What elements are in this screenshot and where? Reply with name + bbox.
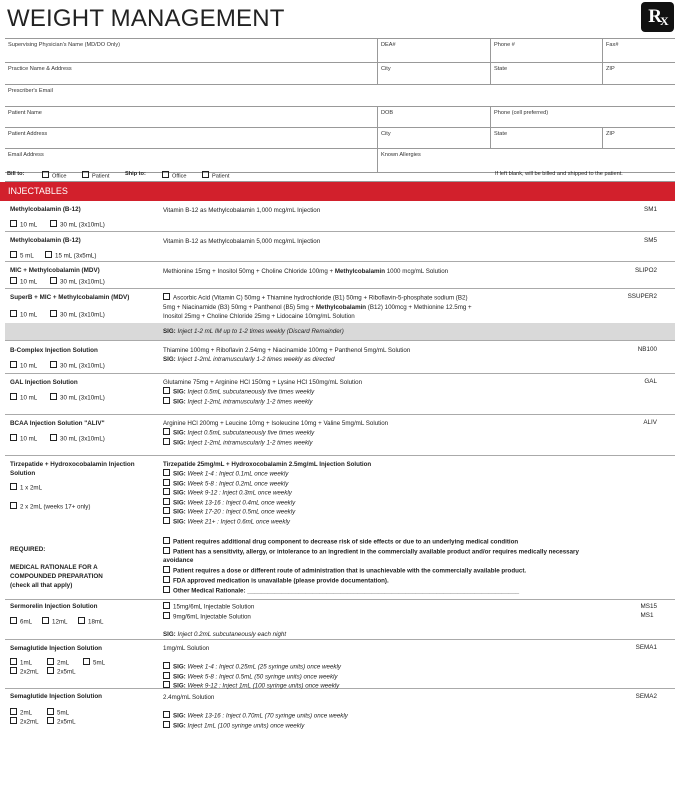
product-code: ALIV — [643, 419, 657, 426]
product-description: Glutamine 75mg + Arginine HCl 150mg + Lysine HCl 150mg/mL Solution SIG: Inject 0.5mL subcutaneously five times weekly SIG: Inject 1-2mL intramuscularly 1-2 times weekly — [163, 379, 363, 405]
option-checkbox[interactable]: 2 x 2mL (weeks 17+ only) — [10, 502, 90, 511]
city-field[interactable]: City — [377, 63, 490, 84]
product-name: Tirzepatide + Hydroxocobalamin Injection Solution — [10, 461, 135, 477]
product-row — [5, 639, 675, 689]
product-description: 1mg/mL Solution SIG: Week 1-4 : Inject 0.25mL (25 syringe units) once weekly SIG: Week 5-8 : Inject 0.5mL (50 syringe units) once weekly SIG: Week 9-12 : Inject 1mL (100 syringe units) once weekly — [163, 645, 341, 690]
option-checkbox[interactable]: 1 x 2mL — [10, 483, 42, 492]
product-name: MIC + Methylcobalamin (MDV) — [10, 267, 100, 274]
option-checkbox[interactable]: 15 mL (3x5mL) — [45, 251, 96, 260]
product-code: SEMA1 — [635, 644, 657, 651]
prescriber-email-field[interactable]: Prescriber's Email — [8, 88, 53, 94]
sig-bar: SIG: Inject 1-2 mL IM up to 1-2 times weekly (Discard Remainder) — [5, 323, 675, 340]
checkbox[interactable] — [163, 293, 170, 300]
product-code: SLIPO2 — [634, 267, 657, 274]
product-description: Vitamin B-12 as Methylcobalamin 5,000 mcg/mL Injection — [163, 238, 321, 245]
option-checkbox[interactable]: 2x5mL — [47, 717, 76, 726]
form-row — [5, 38, 675, 63]
rationale-block — [5, 533, 675, 600]
zip-field[interactable]: ZIP — [602, 63, 675, 84]
ship-office-checkbox[interactable]: Office — [162, 171, 187, 180]
section-header-injectables: INJECTABLES — [0, 182, 675, 201]
product-description: 2.4mg/mL Solution SIG: Week 13-16 : Inject 0.70mL (70 syringe units) once weekly SIG: Inject 1mL (100 syringe units) once weekly — [163, 694, 348, 729]
product-description: Thiamine 100mg + Riboflavin 2.54mg + Niacinamide 100mg + Panthenol 5mg/mL Solution SIG: Inject 1-2mL intramuscularly 1-2 times weekly as directed — [163, 347, 411, 363]
option-checkbox[interactable]: 2mL — [10, 708, 32, 717]
rationale-label: REQUIRED: MEDICAL RATIONALE FOR A COMPOUNDED PREPARATION (check all that apply) — [10, 546, 103, 589]
bill-patient-checkbox[interactable]: Patient — [82, 171, 109, 180]
ship-patient-checkbox[interactable]: Patient — [202, 171, 229, 180]
fax-field[interactable]: Fax# — [602, 39, 675, 62]
ship-to-label: Ship to: — [125, 171, 146, 177]
product-description: Ascorbic Acid (Vitamin C) 50mg + Thiamine hydrochloride (B1) 50mg + Riboflavin-5-phosphate sodium (B2) 5mg + Niacinamide (B3) 50mg + Panthenol (B5) 5mg + Methylcobalamin (B12) 100mcg + Methionine 12.5mg + Inositol 25mg + Choline Chloride 25mg + Lidocaine 10mg/mL Solution — [163, 294, 472, 320]
product-row — [5, 688, 675, 730]
product-name: Semaglutide Injection Solution — [10, 693, 103, 700]
patient-city-field[interactable]: City — [377, 128, 490, 148]
product-description: 15mg/6mL Injectable Solution 9mg/6mL Injectable Solution SIG: Inject 0.2mL subcutaneously each night — [163, 603, 287, 638]
product-name: GAL Injection Solution — [10, 379, 78, 386]
ship-note: If left blank, will be billed and shipped to the patient. — [495, 171, 623, 177]
product-row — [5, 340, 675, 374]
option-checkbox[interactable]: 2x2mL — [10, 667, 39, 676]
patient-address-field[interactable]: Patient Address — [8, 131, 48, 137]
product-description: Tirzepatide 25mg/mL + Hydroxocobalamin 2.5mg/mL Injection Solution SIG: Week 1-4 : Inject 0.1mL once weekly SIG: Week 5-8 : Inject 0.2mL once weekly SIG: Week 9-12 : Inject 0.3mL once weekly SIG: Week 13-16 : Inject 0.4mL once weekly SIG: Week 17-20 : Inject 0.5mL once weekly SIG: Week 21+ : Inject 0.6mL once weekly — [163, 461, 372, 525]
form-row — [5, 63, 675, 85]
option-checkbox[interactable]: 10 mL — [10, 220, 37, 229]
product-row — [5, 201, 675, 232]
option-checkbox[interactable]: 12mL — [42, 617, 67, 626]
product-row — [5, 373, 675, 415]
option-checkbox[interactable]: 6mL — [10, 617, 32, 626]
product-code: SM1 — [644, 206, 657, 213]
phone-field[interactable]: Phone # — [490, 39, 602, 62]
form-row — [5, 85, 675, 107]
product-code: SM5 — [644, 237, 657, 244]
product-name: BCAA Injection Solution "ALIV" — [10, 420, 105, 427]
bill-to-label: Bill to: — [7, 171, 25, 177]
option-checkbox[interactable]: 5mL — [47, 708, 69, 717]
form-row — [5, 107, 675, 128]
bill-office-checkbox[interactable]: Office — [42, 171, 67, 180]
product-code: NB100 — [637, 346, 657, 353]
option-checkbox[interactable]: 10 mL — [10, 393, 37, 402]
option-checkbox[interactable]: 18mL — [78, 617, 103, 626]
form-row — [5, 128, 675, 149]
practice-field[interactable]: Practice Name & Address — [8, 66, 72, 72]
patient-email-field[interactable]: Email Address — [8, 152, 44, 158]
option-checkbox[interactable]: 30 mL (3x10mL) — [50, 393, 105, 402]
prescriber-form — [5, 38, 675, 173]
option-checkbox[interactable]: 10 mL — [10, 434, 37, 443]
product-name: Semaglutide Injection Solution — [10, 645, 103, 652]
patient-name-field[interactable]: Patient Name — [8, 110, 42, 116]
product-name: SuperB + MIC + Methylcobalamin (MDV) — [10, 294, 130, 301]
product-row — [5, 231, 675, 262]
sig-text: Inject 1-2 mL IM up to 1-2 times weekly (Discard Remainder) — [177, 328, 344, 335]
option-checkbox[interactable]: 30 mL (3x10mL) — [50, 361, 105, 370]
option-checkbox[interactable]: 30 mL (3x10mL) — [50, 277, 105, 286]
option-checkbox[interactable]: 2x2mL — [10, 717, 39, 726]
patient-zip-field[interactable]: ZIP — [602, 128, 675, 148]
product-code: GAL — [644, 378, 657, 385]
option-checkbox[interactable]: 10 mL — [10, 361, 37, 370]
product-description: Vitamin B-12 as Methylcobalamin 1,000 mcg/mL Injection — [163, 207, 321, 214]
product-row — [5, 261, 675, 289]
product-code: MS15 MS1 — [640, 603, 657, 619]
product-description: Arginine HCl 200mg + Leucine 10mg + Isoleucine 10mg + Valine 5mg/mL Solution SIG: Inject 0.5mL subcutaneously five times weekly SIG: Inject 1-2mL intramuscularly 1-2 times weekly — [163, 420, 389, 446]
dob-field[interactable]: DOB — [377, 107, 490, 127]
product-name: Sermorelin Injection Solution — [10, 603, 98, 610]
page-title: WEIGHT MANAGEMENT — [7, 5, 285, 32]
option-checkbox[interactable]: 30 mL (3x10mL) — [50, 220, 105, 229]
state-field[interactable]: State — [490, 63, 602, 84]
option-checkbox[interactable]: 10 mL — [10, 277, 37, 286]
option-checkbox[interactable]: 30 mL (3x10mL) — [50, 310, 105, 319]
product-name: B-Complex Injection Solution — [10, 347, 98, 354]
option-checkbox[interactable]: 30 mL (3x10mL) — [50, 434, 105, 443]
product-description: Methionine 15mg + Inositol 50mg + Choline Chloride 100mg + Methylcobalamin 1000 mcg/mL Solution — [163, 268, 449, 275]
dea-field[interactable]: DEA# — [377, 39, 490, 62]
option-checkbox[interactable]: 5mL — [83, 658, 105, 667]
product-code: SSUPER2 — [627, 293, 657, 300]
option-checkbox[interactable]: 2mL — [47, 658, 69, 667]
product-name: Methylcobalamin (B-12) — [10, 237, 81, 244]
bill-ship-bar — [5, 168, 675, 182]
option-checkbox[interactable]: 5 mL — [10, 251, 34, 260]
product-row — [5, 455, 675, 533]
physician-name-field[interactable]: Supervising Physician's Name (MD/DO Only) — [8, 42, 121, 48]
allergies-field[interactable]: Known Allergies — [377, 149, 675, 172]
option-checkbox[interactable]: 2x5mL — [47, 667, 76, 676]
product-row — [5, 599, 675, 640]
option-checkbox[interactable]: 10 mL — [10, 310, 37, 319]
patient-state-field[interactable]: State — [490, 128, 602, 148]
product-code: SEMA2 — [635, 693, 657, 700]
rx-logo: $R_X$ — [641, 2, 674, 32]
patient-phone-field[interactable]: Phone (cell preferred) — [490, 107, 675, 127]
option-checkbox[interactable]: 1mL — [10, 658, 32, 667]
rationale-options: Patient requires additional drug component to decrease risk of side effects or due to an underlying medical condition Patient has a sensitivity, allergy, or intolerance to an ingredient in the commercially available product and/or requires medically necessary avoidance Patient requires a dose or different route of administration that is unachievable with the commercially available product. FDA approved medication is unavailable (please provide documentation). Other Medical Rationale: _______________________________________________________________________________ — [163, 538, 579, 594]
product-name: Methylcobalamin (B-12) — [10, 206, 81, 213]
product-row — [5, 414, 675, 456]
